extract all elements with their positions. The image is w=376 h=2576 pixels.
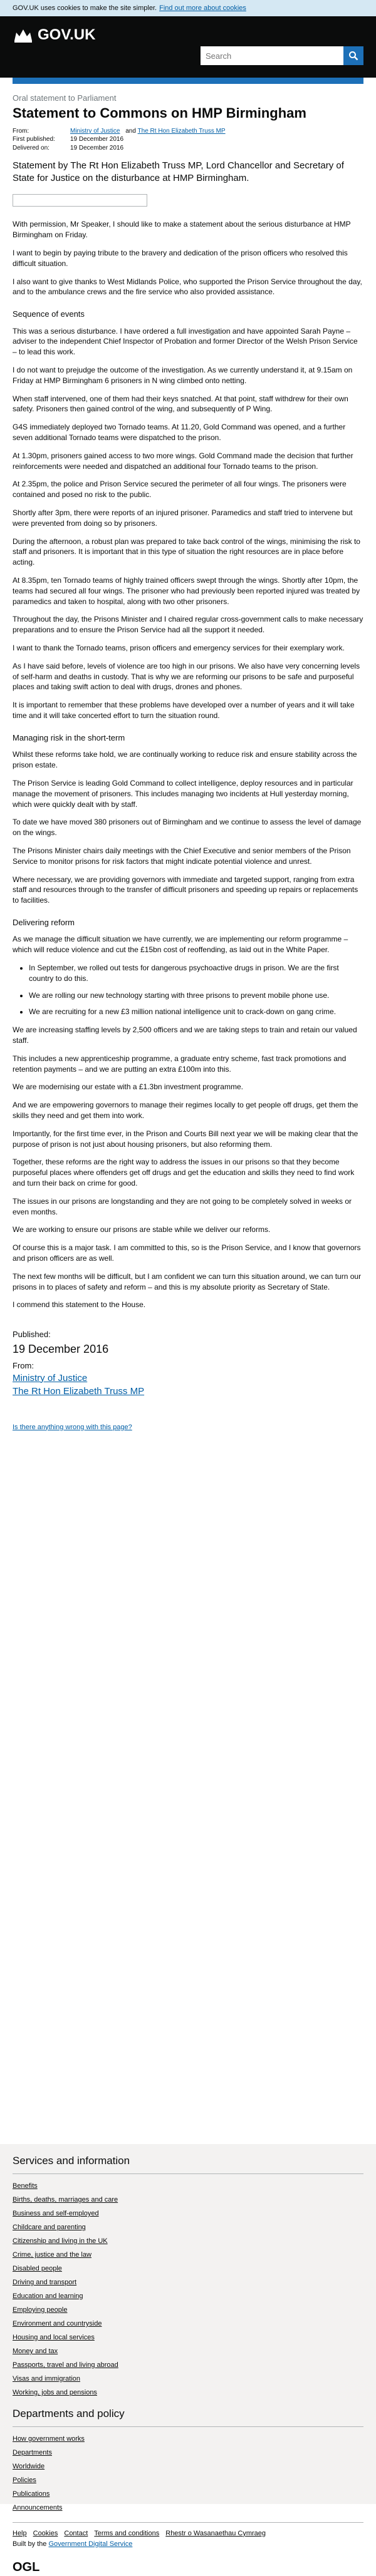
ogl-logo: OGL [13,2560,40,2574]
footer-link[interactable]: Environment and countryside [13,2319,102,2327]
org-link-truss[interactable]: The Rt Hon Elizabeth Truss MP [13,1385,145,1397]
paragraph: It is important to remember that these problems have developed over a number of years and it will take time and it will take concerted effort to turn the situation round. [13,700,355,720]
crown-icon [13,27,34,43]
footer-link[interactable]: Disabled people [13,2264,62,2272]
paragraph: With permission, Mr Speaker, I should like to make a statement about the serious disturbance at HMP Birmingham on Friday. [13,220,351,240]
paragraph: As we manage the difficult situation we have currently, we are implementing our reform programme – which will reduce violence and cut the £15bn cost of reoffending, as laid out in the White Paper. [13,935,348,955]
from-values [70,127,363,136]
divider [13,2173,363,2174]
paragraph: I do not want to prejudge the outcome of the investigation. As we currently understand it, at 9.15am on Friday at HMP Birmingham 6 prisoners in N wing climbed onto netting. [13,366,353,385]
paragraph: This was a serious disturbance. I have ordered a full investigation and have appointed Sarah Payne – adviser to the independent Chief Inspector of Probation and former Director of the Welsh Prison Service – to lead this work. [13,326,358,357]
footer-cookies-link[interactable]: Cookies [33,2529,58,2537]
first-published-label: First published: [13,136,55,143]
footer-link[interactable]: Benefits [13,2182,38,2190]
paragraph: At 1.30pm, prisoners gained access to two more wings. Gold Command made the decision that further reinforcements were needed and dispatched an additional four Tornado teams to the prison. [13,451,353,471]
search-input[interactable] [201,46,343,65]
paragraph: The next few months will be difficult, but I am confident we can turn this situation around, we can turn our prisons in to places of safety and reform – and this is my absolute priority as Secretary of State. [13,1271,362,1291]
cookie-banner [0,0,376,16]
gds-link[interactable]: Government Digital Service [48,2540,133,2548]
paragraph: At 2.35pm, the police and Prison Service secured the perimeter of all four wings. The prisoners were contained and posed no risk to the public. [13,480,347,500]
footer-welsh-link[interactable]: Rhestr o Wasanaethau Cymraeg [165,2529,266,2537]
section-heading: Delivering reform [13,917,75,927]
from-label: From: [13,127,29,135]
menu-button[interactable]: Menu ▾ [338,83,363,92]
built-by [13,2540,363,2549]
paragraph: Whilst these reforms take hold, we are continually working to reduce risk and ensure stability across the prison estate. [13,750,357,770]
paragraph: And we are empowering governors to manage their regimes locally to get people off drugs, get them the skills they need and get them into work. [13,1101,358,1120]
search-form [201,46,363,65]
paragraph: As I have said before, levels of violence are too high in our prisons. We also have very concerning levels of self-harm and deaths in custody. That is why we are reforming our prisons to be safe and purposeful places and taking swift action to deal with drugs, drones and phones. [13,661,360,692]
paragraph: I want to begin by paying tribute to the bravery and dedication of the prison officers who resolved this difficult situation. [13,248,348,268]
cookie-link[interactable]: Find out more about cookies [159,4,246,12]
footer-contact-link[interactable]: Contact [64,2529,88,2537]
footer-meta-links [13,2529,363,2538]
cookie-text: GOV.UK uses cookies to make the site simpler. [13,4,157,12]
footer-link[interactable]: Policies [13,2476,36,2484]
footer-link[interactable]: Visas and immigration [13,2374,81,2383]
site-footer [0,2144,376,2574]
from-link-moj[interactable]: Ministry of Justice [70,127,120,135]
paragraph: At 8.35pm, ten Tornado teams of highly trained officers swept through the wings. Shortly after 10pm, the teams had secured all four wings. The prisoner who had previously been reported injured was treated by paramedics and taken to hospital, along with two other prisoners. [13,576,360,606]
site-header [0,16,376,92]
footer-link[interactable]: Working, jobs and pensions [13,2388,97,2396]
footer-link[interactable]: How government works [13,2435,85,2443]
published-date: 19 December 2016 [13,1342,109,1355]
footer-link[interactable]: Passports, travel and living abroad [13,2361,118,2369]
footer-link[interactable]: Childcare and parenting [13,2223,86,2231]
published-from-label: From: [13,1361,34,1370]
search-icon [348,51,358,61]
paragraph: Of course this is a major task. I am committed to this, so is the Prison Service, and I know that governors and prison officers are as well. [13,1243,361,1263]
section-heading: Sequence of events [13,309,85,319]
footer-link[interactable]: Housing and local services [13,2333,95,2341]
list-item: • We are rolling our new technology starting with three prisons to prevent mobile phone use. [29,990,363,1001]
footer-link[interactable]: Publications [13,2490,50,2498]
header-rule [13,78,363,84]
page-title: Statement to Commons on HMP Birmingham [13,105,306,121]
footer-link[interactable]: Births, deaths, marriages and care [13,2195,118,2204]
footer-services-title: Services and information [13,2155,130,2167]
footer-dept-list [13,2432,363,2515]
footer-link[interactable]: Announcements [13,2503,63,2512]
footer-link[interactable]: Departments [13,2448,52,2456]
paragraph: When staff intervened, one of them had their keys snatched. At that point, staff withdrew for their own safety. Prisoners then gained control of the wing, and subsequently of P Wing. [13,394,348,414]
footer-link[interactable]: Money and tax [13,2347,58,2355]
list-item: • We are recruiting for a new £3 million national intelligence unit to crack-down on gang crime. [29,1007,363,1017]
paragraph: We are modernising our estate with a £1.3bn investment programme. [13,1082,243,1092]
reform-list [29,963,363,1017]
divider [13,2522,363,2523]
footer-services-list [13,2179,363,2399]
section-heading: Managing risk in the short-term [13,732,125,742]
logo-text: GOV.UK [38,26,96,43]
from-link-truss[interactable]: The Rt Hon Elizabeth Truss MP [137,127,226,135]
from-and: and [125,127,136,135]
paragraph: I want to thank the Tornado teams, prison officers and emergency services for their exemplary work. [13,644,345,652]
paragraph: Throughout the day, the Prisons Minister and I chaired regular cross-government calls to make necessary preparations and to ensure the Prison Service had all the support it needed. [13,615,363,635]
feedback-block [13,1423,363,1432]
footer-link[interactable]: Worldwide [13,2462,45,2470]
footer-link[interactable]: Employing people [13,2306,68,2314]
paragraph: To date we have moved 380 prisoners out of Birmingham and we continue to assess the level of damage on the wings. [13,818,362,838]
page-lead: Statement by The Rt Hon Elizabeth Truss MP, Lord Chancellor and Secretary of State for Justice on the disturbance at HMP Birmingham. [13,160,344,183]
first-published-value: 19 December 2016 [70,136,124,143]
paragraph: I commend this statement to the House. [13,1300,146,1310]
paragraph: I also want to give thanks to West Midlands Police, who supported the Prison Service throughout the day, and to the ambulance crews and the fire service who also provided assistance. [13,277,362,297]
list-item: • In September, we rolled out tests for dangerous psychoactive drugs in prison. We are the first country to do this. [29,963,363,984]
statement-body [13,219,363,1310]
footer-help-link[interactable]: Help [13,2529,27,2537]
paragraph: Shortly after 3pm, there were reports of an injured prisoner. Paramedics and staff tried to intervene but were prevented from doing so by prisoners. [13,508,353,528]
page-kicker: Oral statement to Parliament [13,93,117,103]
footer-link[interactable]: Education and learning [13,2292,83,2300]
footer-terms-link[interactable]: Terms and conditions [94,2529,160,2537]
share-box[interactable] [13,194,147,207]
govuk-logo[interactable] [13,25,95,45]
delivered-label: Delivered on: [13,144,50,151]
paragraph: During the afternoon, a robust plan was prepared to take back control of the wings, minimising the risk to staff and prisoners. It is important that in this type of situation the right resources are in place before acting. [13,536,360,567]
paragraph: Where necessary, we are providing governors with immediate and targeted support, ranging from extra staff and resources through to the transfer of difficult prisoners and speeding up repairs or replacements to facilities. [13,875,358,905]
published-block [13,1329,363,1397]
paragraph: The Prison Service is leading Gold Command to collect intelligence, deploy resources and in particular manage the movement of prisoners. This includes managing two incidents at Hull yesterday morning, which were quickly dealt with by staff. [13,778,353,809]
paragraph: The Prisons Minister chairs daily meetings with the Chief Executive and senior members of the Prison Service to monitor prisons for risk factors that might indicate potential violence and unrest. [13,846,351,866]
paragraph: G4S immediately deployed two Tornado teams. At 11.20, Gold Command was opened, and a further seven additional Tornado teams were dispatched to the prison. [13,423,346,443]
paragraph: We are working to ensure our prisons are stable while we deliver our reforms. [13,1225,271,1234]
paragraph: The issues in our prisons are longstanding and they are not going to be completely solved in weeks or even months. [13,1196,352,1216]
paragraph: This includes a new apprenticeship programme, a graduate entry scheme, fast track promotions and retention payments – and we are putting an extra £100m into this. [13,1054,347,1074]
feedback-link[interactable]: Is there anything wrong with this page? [13,1423,132,1431]
paragraph: Importantly, for the first time ever, in the Prison and Courts Bill next year we will be making clear that the purpose of prison is not just about housing prisoners, but also reforming them. [13,1129,358,1149]
published-label: Published: [13,1330,51,1340]
built-by-text: Built by the [13,2540,47,2548]
footer-link[interactable]: Citizenship and living in the UK [13,2237,108,2245]
footer-link[interactable]: Driving and transport [13,2278,77,2286]
paragraph: Together, these reforms are the right way to address the issues in our prisons so that they become purposeful places where offenders get off drugs and get the education and skills they need to find work and turn their back on crime for good. [13,1157,355,1188]
paragraph: We are increasing staffing levels by 2,500 officers and we are taking steps to train and retain our valued staff. [13,1025,357,1045]
org-link-moj[interactable]: Ministry of Justice [13,1372,88,1383]
main-content [0,84,376,1432]
divider [13,2426,363,2427]
footer-link[interactable]: Business and self-employed [13,2209,99,2217]
delivered-value: 19 December 2016 [70,144,124,151]
footer-dept-title: Departments and policy [13,2407,125,2419]
footer-link[interactable]: Crime, justice and the law [13,2250,91,2259]
search-button[interactable] [343,46,363,65]
metadata [13,127,363,153]
